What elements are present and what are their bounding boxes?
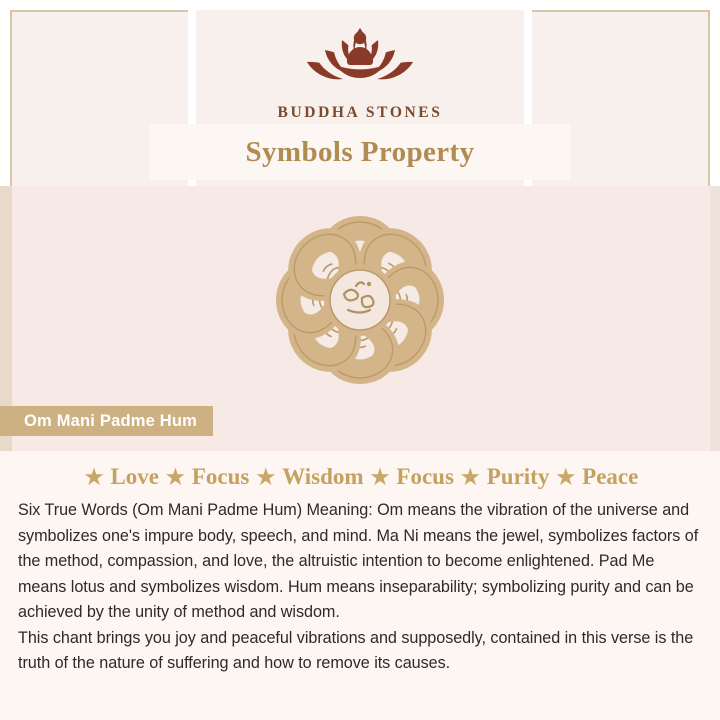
om-mani-padme-hum-lotus-mandala-icon [238,190,482,410]
section-title-plate [150,124,570,180]
description-paragraph-1: Six True Words (Om Mani Padme Hum) Meaning: Om means the vibration of the universe and symbolizes one's impure body, speech, and mind. Ma Ni means the jewel, symbolizes factors of the method, compassion, and love, the altruistic intention to become enlightened. Pad Me means lotus and symbolizes wisdom. Hum means inseparability; symbolizing purity and can be achieved by the unity of method and wisdom. [18,501,699,621]
description-text [0,490,720,677]
star-icon: ★ [460,464,480,489]
description-panel [0,451,720,720]
description-paragraph-2: This chant brings you joy and peaceful vibrations and supposedly, contained in this verse is the truth of the nature of suffering and how to remove its causes. [18,628,694,672]
keyword-focus-2: Focus [396,464,454,489]
page-title: Symbols Property [245,135,475,168]
right-accent-rail [710,186,720,451]
star-icon: ★ [556,464,576,489]
top-middle-white-band [196,0,524,10]
star-icon: ★ [370,464,390,489]
status-badge: Om Mani Padme Hum [0,406,213,436]
brand-block [0,20,720,122]
keyword-purity: Purity [486,464,550,489]
star-icon: ★ [166,464,185,489]
keyword-list [0,451,720,490]
keyword-peace: Peace [582,464,639,489]
mandala-illustration [238,190,482,410]
keyword-wisdom: Wisdom [282,464,364,489]
keyword-focus-1: Focus [191,464,250,489]
star-icon: ★ [84,464,104,489]
star-icon: ★ [256,464,276,489]
lotus-meditation-icon [285,20,435,100]
keyword-love: Love [110,464,160,489]
brand-name: BUDDHA STONES [277,104,443,121]
